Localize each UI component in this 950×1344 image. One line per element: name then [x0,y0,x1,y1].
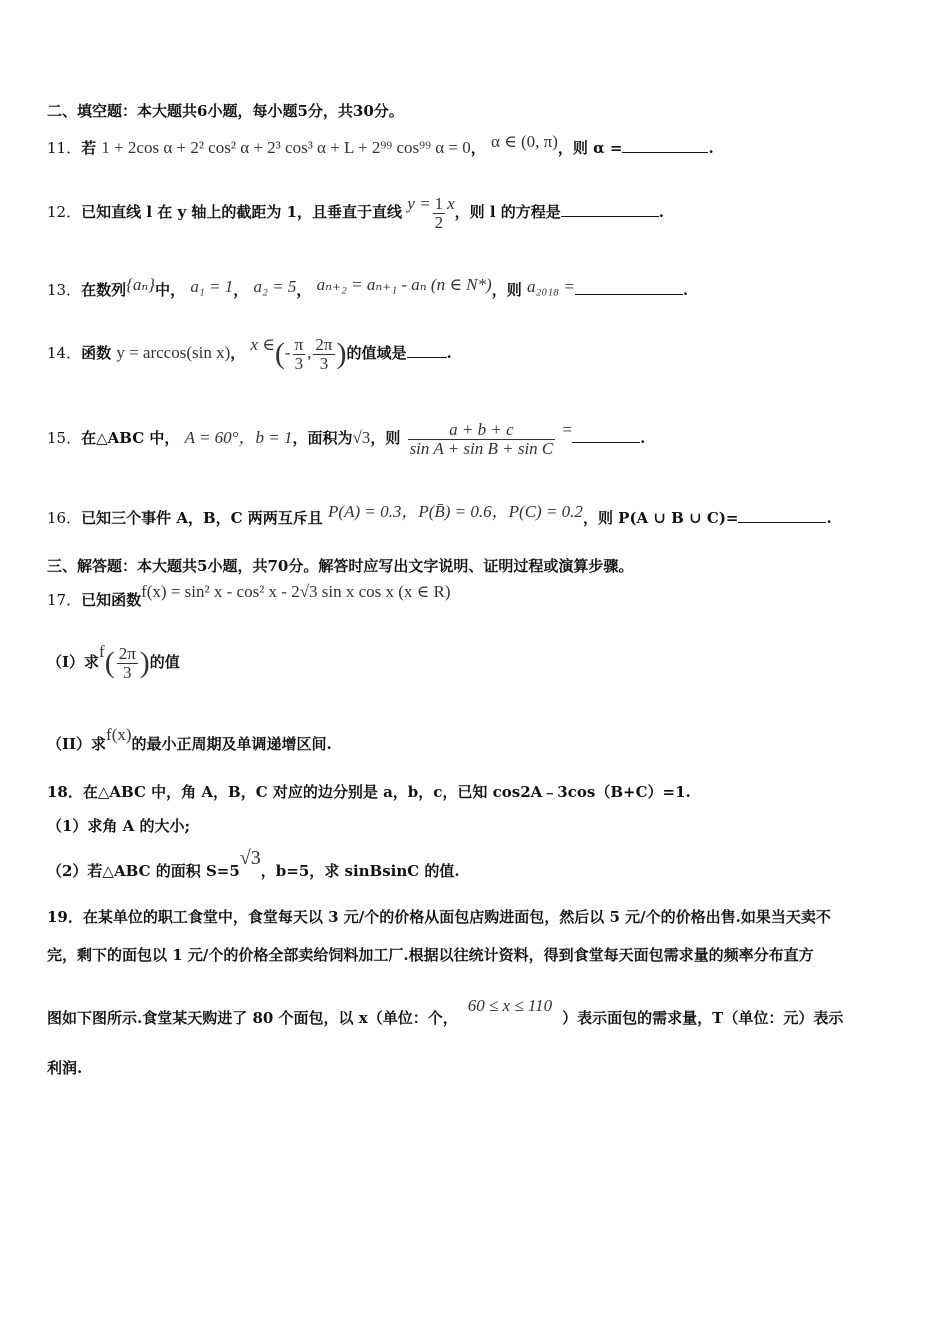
question-text: 已知函数 [81,591,142,609]
question-13: 13．在数列{aₙ}中， a₁ = 1， a₂ = 5， aₙ₊₂ = aₙ₊₁ - aₙ (n ∈ N*)，则 a₂₀₁₈ = . [47,275,689,299]
question-number: 12． [47,203,82,221]
part-label: （II）求 [47,735,107,753]
question-16 [47,502,832,528]
question-text: ）表示面包的需求量，T（单位：元）表示 [562,1009,844,1027]
question-number: 16． [47,509,82,527]
comma: , [307,343,312,362]
equals-sign: = [562,420,573,439]
question-number: 15． [47,429,82,447]
question-18-part-1: （1）求角 A 的大小; [47,817,191,835]
numerator: 2π [118,643,136,663]
math-a1: a₁ = 1 [190,277,234,296]
math-sequence: {aₙ} [126,275,156,294]
question-text: 已知直线 l 在 y 轴上的截距为 1，且垂直于直线 [81,203,403,221]
math-conditions: A = 60°，b = 1 [184,428,293,447]
math-sqrt3: √3 [352,428,371,447]
period: . [640,429,646,447]
answer-blank[interactable] [561,202,659,217]
denominator: 3 [313,354,334,373]
answer-blank[interactable] [572,428,640,443]
minus-sign: - [284,343,291,362]
period: . [446,344,452,362]
right-paren: ) [336,337,347,370]
math-function: f(x) = sin² x - cos² x - 2√3 sin x cos x (x ∈ R) [141,582,451,601]
question-text: 在△ABC 中， [81,429,180,447]
question-number: 14． [47,344,82,362]
math-series-equation: 1 + 2cos α + 2² cos² α + 2³ cos³ α + L + 2⁹⁹ cos⁹⁹ α = 0 [101,138,471,157]
answer-blank[interactable] [407,343,447,358]
question-17-part-1 [47,640,180,685]
denominator: 2 [434,212,444,232]
question-text: ，面积为 [292,429,353,447]
numerator: a + b + c [449,419,514,439]
denominator: sin A + sin B + sin C [409,438,554,458]
answer-blank[interactable] [575,280,683,295]
math-term: a₂₀₁₈ = [526,277,575,296]
question-19-line-2: 完，剩下的面包以 1 元/个的价格全部卖给饲料加工厂.根据以往统计资料，得到食堂每天面包需求量的频率分布直方 [47,946,814,964]
left-paren: ( [104,646,115,679]
fraction-one-half [433,195,446,232]
numerator: π [294,334,304,354]
period: . [658,203,665,221]
fraction-two-pi-thirds [117,645,138,682]
question-number: 13． [47,281,82,299]
question-text: 图如下图所示.食堂某天购进了 80 个面包，以 x（单位：个， [47,1009,458,1027]
question-number: 17． [47,591,82,609]
fraction-lower-bound [293,336,306,373]
math-recurrence: aₙ₊₂ = aₙ₊₁ - aₙ (n ∈ N*) [316,275,492,294]
question-text: 的值 [149,653,180,671]
answer-blank[interactable] [738,508,826,523]
question-18: 18．在△ABC 中，角 A，B，C 对应的边分别是 a，b，c，已知 cos2A﹣3cos（B+C）=1. [47,783,691,801]
section-heading-fill-in: 二、填空题：本大题共6小题，每小题5分，共30分。 [47,102,404,120]
period: . [826,509,832,527]
math-var: x [447,194,455,213]
left-paren: ( [274,337,285,370]
question-19-line-3 [47,996,844,1028]
question-text: ，则 [491,281,522,299]
question-text: 中， [155,281,186,299]
math-f-of-x: f(x) [106,725,132,744]
question-14: 14．函数 y = arccos(sin x)， x ∈(- $\frac{\pi}{3}$ , $\frac{2\pi}{3}$ )的值域是 . [47,334,452,373]
question-text: 已知三个事件 A，B，C 两两互斥且 [81,509,323,527]
numerator: 1 [434,193,444,213]
question-text: ，则 l 的方程是 [454,203,561,221]
question-text: （2）若△ABC 的面积 S=5 [47,862,240,880]
question-text: ，b=5，求 sinBsinC 的值. [260,862,460,880]
fraction-upper-bound [313,336,334,373]
question-text: 的最小正周期及单调递增区间. [131,735,332,753]
fraction-sides-over-sines [408,421,556,458]
question-text: 的值域是 [346,344,407,362]
question-number: 11． [47,139,82,157]
question-15 [47,416,645,460]
period: . [708,139,714,157]
answer-blank[interactable] [622,138,708,153]
question-text: 在数列 [81,281,127,299]
math-sqrt3: √3 [239,847,261,869]
part-label: （I）求 [47,653,100,671]
question-text: ，则 α = [557,139,623,157]
right-paren: ) [139,646,150,679]
question-19-line-4: 利润. [47,1059,83,1077]
math-a2: a₂ = 5 [253,277,297,296]
denominator: 3 [117,663,138,682]
math-f: f [99,642,105,661]
math-lhs: y = [407,194,431,213]
math-function: y = arccos(sin x) [116,343,231,362]
question-text: ，则 P(A ∪ B ∪ C)= [582,509,739,527]
math-probabilities: P(A) = 0.3，P(B̄) = 0.6，P(C) = 0.2 [328,502,583,521]
question-17-part-2 [47,725,332,754]
question-11: 11．若 1 + 2cos α + 2² cos² α + 2³ cos³ α + L + 2⁹⁹ cos⁹⁹ α = 0， α ∈ (0, π)，则 α = . [47,132,714,157]
math-x-in: x ∈ [250,335,275,354]
question-17 [47,582,451,610]
denominator: 3 [293,354,306,373]
question-text: 若 [81,139,97,157]
math-condition: α ∈ (0, π) [490,132,558,151]
question-19-line-1: 19．在某单位的职工食堂中，食堂每天以 3 元/个的价格从面包店购进面包，然后以 5 元/个的价格出售.如果当天卖不 [47,908,831,926]
question-text: 函数 [81,344,112,362]
period: . [682,281,689,299]
question-18-part-2 [47,847,460,881]
numerator: 2π [315,334,333,354]
question-text: ，则 [370,429,401,447]
section-heading-solve: 三、解答题：本大题共5小题，共70分。解答时应写出文字说明、证明过程或演算步骤。 [47,557,634,575]
math-range: 60 ≤ x ≤ 110 [467,996,553,1015]
question-12 [47,192,664,232]
